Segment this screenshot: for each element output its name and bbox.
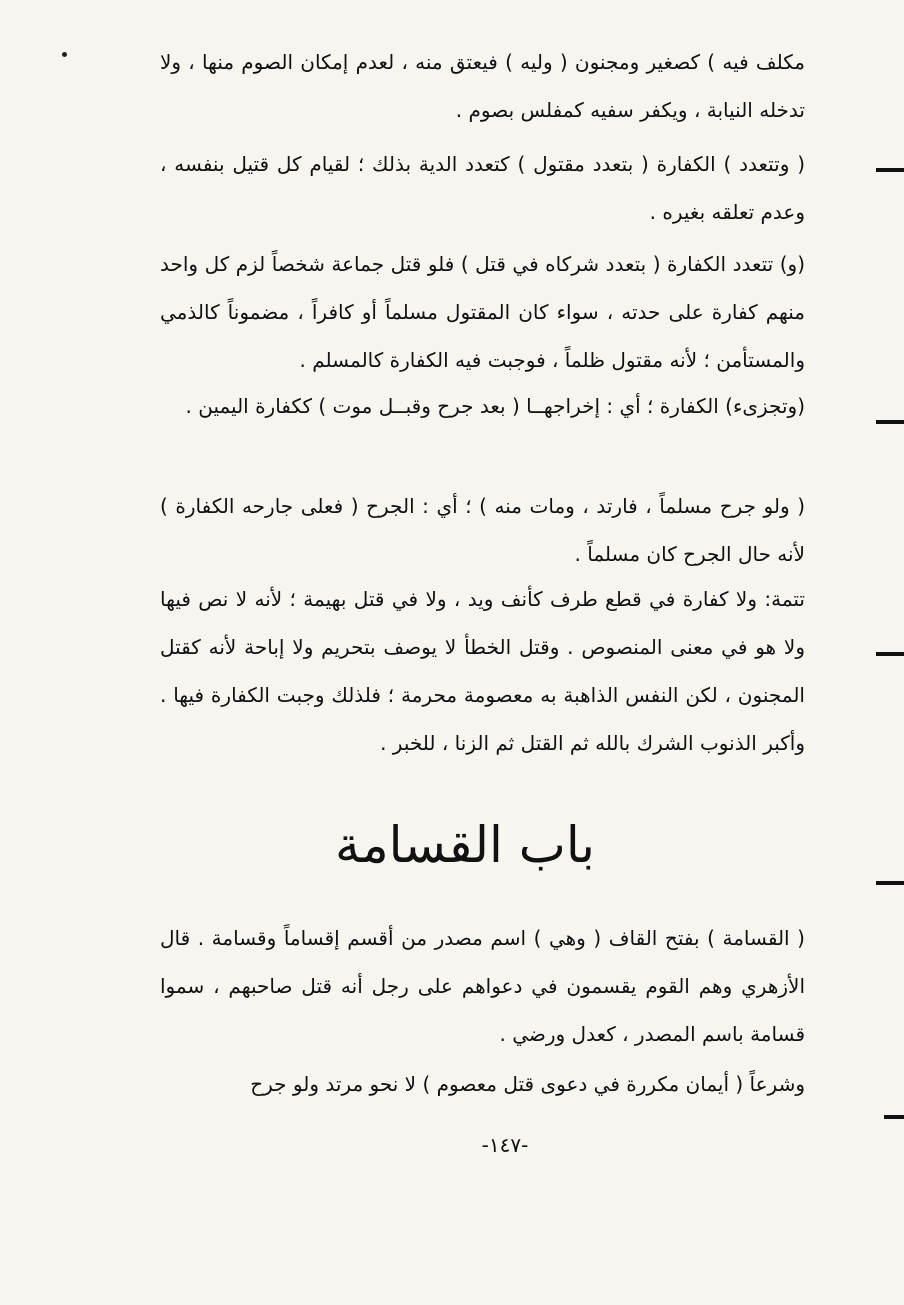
paragraph-text: (وتجزىء) الكفارة ؛ أي : إخراجهــا ( بعد جرح وقبــل موت ) ككفارة اليمين .: [185, 394, 805, 418]
margin-mark: [876, 652, 904, 656]
margin-mark: [876, 881, 904, 885]
paragraph-text: وشرعاً ( أيمان مكررة في دعوى قتل معصوم ) لا نحو مرتد ولو جرح: [250, 1072, 805, 1096]
paragraph: [160, 140, 805, 236]
paragraph: [160, 1060, 805, 1108]
page-number: -١٤٧-: [481, 1133, 529, 1157]
paragraph-text: مكلف فيه ) كصغير ومجنون ( وليه ) فيعتق منه ، لعدم إمكان الصوم منها ، ولا تدخله النيابة ، ويكفر سفيه كمفلس بصوم .: [160, 50, 805, 122]
paragraph: [160, 575, 805, 767]
paragraph-text: ( وتتعدد ) الكفارة ( بتعدد مقتول ) كتعدد الدية بذلك ؛ لقيام كل قتيل بنفسه ، وعدم تعلقه بغيره .: [160, 152, 805, 224]
paragraph-text: تتمة: ولا كفارة في قطع طرف كأنف ويد ، ولا في قتل بهيمة ؛ لأنه لا نص فيها ولا هو في معنى المنصوص . وقتل الخطأ لا يوصف بتحريم ولا إباحة لأنه كقتل المجنون ، لكن النفس الذاهبة به معصومة محرمة ؛ فلذلك وجبت الكفارة فيها . وأكبر الذنوب الشرك بالله ثم القتل ثم الزنا ، للخبر .: [160, 587, 805, 755]
margin-mark: [876, 168, 904, 172]
paragraph-text: ( القسامة ) بفتح القاف ( وهي ) اسم مصدر من أقسم إقساماً وقسامة . قال الأزهري وهم القوم يقسمون في دعواهم على رجل أنه قتل صاحبهم ، سموا قسامة باسم المصدر ، كعدل ورضي .: [160, 926, 805, 1046]
paragraph: [160, 914, 805, 1058]
paragraph-text: (و) تتعدد الكفارة ( بتعدد شركاه في قتل ) فلو قتل جماعة شخصاً لزم كل واحد منهم كفارة على حدته ، سواء كان المقتول مسلماً أو كافراً ، مضموناً كالذمي والمستأمن ؛ لأنه مقتول ظلماً ، فوجبت فيه الكفارة كالمسلم .: [160, 252, 805, 372]
margin-mark: [884, 1115, 904, 1119]
margin-mark: [876, 420, 904, 424]
paragraph-text: ( ولو جرح مسلماً ، فارتد ، ومات منه ) ؛ أي : الجرح ( فعلى جارحه الكفارة ) لأنه حال الجرح كان مسلماً .: [160, 494, 805, 566]
paragraph: [160, 482, 805, 578]
ink-speck: [62, 52, 67, 57]
paragraph: [160, 38, 805, 134]
section-heading: باب القسامة: [335, 816, 595, 874]
paragraph: [160, 382, 805, 430]
paragraph: [160, 240, 805, 384]
